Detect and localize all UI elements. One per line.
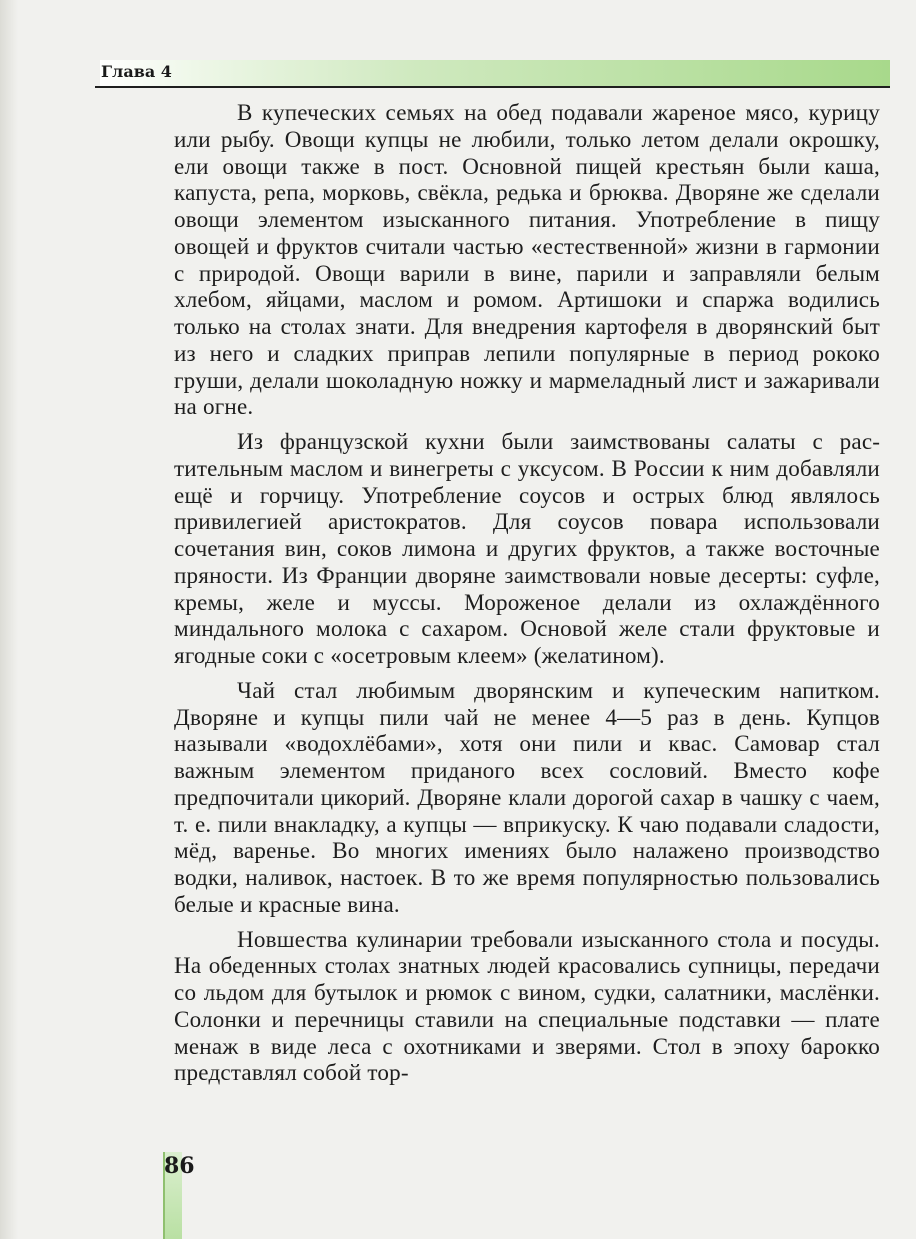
chapter-label: Глава 4 (101, 62, 172, 81)
paragraph-2: Из французской кухни были заимствованы салаты с растительным маслом и винегреты с уксусом. В России к ним добавляли ещё и горчицу. Употребление соусов и острых блюд являлось привилегией аристократов. Для соусов повара использовали сочетания вин, соков лимона и других фруктов, а также восточные пряности. Из Франции дворяне заимствовали новые десерты: суфле, кремы, желе и муссы. Мороженое делали из охлаждённого миндального молока с сахаром. Основой желе стали фруктовые и ягодные соки с «осетровым клеем» (желатином). (174, 428, 880, 668)
page-number: 86 (164, 1153, 195, 1179)
paragraph-4: Новшества кулинарии требовали изысканного стола и посуды. На обеденных столах знатных людей красовались супницы, передачи со льдом для бутылок и рюмок с вином, судки, салатники, маслёнки. Солонки и перечницы ставили на специальные подставки — плате менаж в виде леса с охотниками и зверями. Стол в эпоху барокко представлял собой тор- (174, 925, 880, 1086)
chapter-header-rule (95, 86, 890, 88)
paragraph-3: Чай стал любимым дворянским и купеческим напитком. Дворяне и купцы пили чай не менее 4—5 раз в день. Купцов называли «водохлёбами», хотя они пили и квас. Самовар стал важным элементом приданого всех сословий. Вместо кофе предпочитали цикорий. Дворяне клали дорогой сахар в чашку с чаем, т. е. пили внакладку, а купцы — вприкуску. К чаю подавали сладости, мёд, варенье. Во многих имениях было налажено производство водки, наливок, настоек. В то же время популярностью пользовались белые и красные вина. (174, 676, 880, 917)
page-edge-shadow (0, 0, 18, 1239)
chapter-header-band (100, 60, 890, 86)
paragraph-1: В купеческих семьях на обед подавали жареное мясо, курицу или рыбу. Овощи купцы не любили, только летом делали окрошку, ели овощи также в пост. Основной пищей крестьян были каша, капуста, репа, морковь, свёкла, редька и брюква. Дворяне же сделали овощи элементом изысканного питания. Употребление в пищу овощей и фруктов считали частью «естественной» жизни в гармонии с природой. Овощи варили в вине, парили и заправляли белым хлебом, яйцами, маслом и ромом. Артишоки и спаржа водились только на столах знати. Для внедрения картофеля в дворянский быт из него и сладких приправ лепили популярные в период рококо груши, делали шоколадную ножку и мармеладный лист и зажаривали на огне. (174, 99, 880, 420)
main-text (174, 99, 880, 1086)
